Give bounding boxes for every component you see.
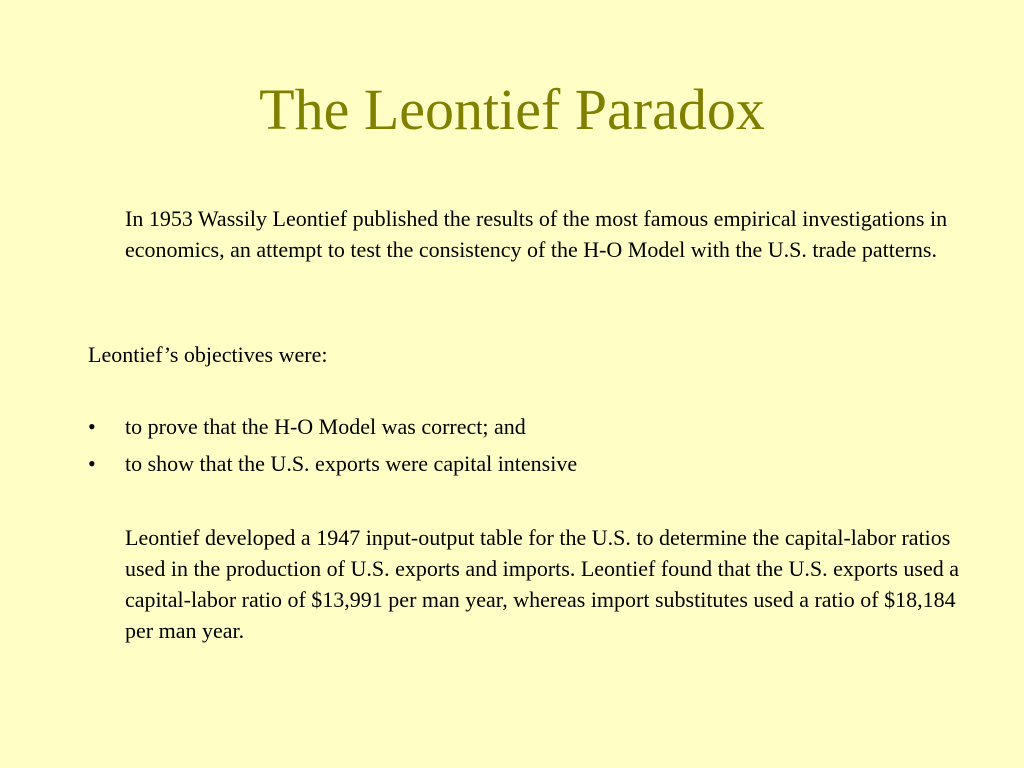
slide-title: The Leontief Paradox — [259, 77, 765, 142]
bullet-marker: • — [88, 414, 96, 439]
bullet-item — [88, 448, 968, 479]
findings-paragraph: Leontief developed a 1947 input-output table for the U.S. to determine the capital-labor ratios used in the production of U.S. exports and imports. Leontief found that the U.S. exports used a capital-labor ratio of $13,991 per man year, whereas import substitutes used a ratio of $18,184 per man year. — [125, 525, 960, 643]
bullet-text: to prove that the H-O Model was correct; and — [125, 414, 526, 439]
intro-paragraph: In 1953 Wassily Leontief published the results of the most famous empirical investigations in economics, an attempt to test the consistency of the H-O Model with the U.S. trade patterns. — [125, 206, 948, 262]
bullet-item — [88, 411, 968, 442]
objectives-heading: Leontief’s objectives were: — [88, 342, 328, 367]
bullet-marker: • — [88, 451, 96, 476]
bullet-text: to show that the U.S. exports were capital intensive — [125, 451, 578, 476]
